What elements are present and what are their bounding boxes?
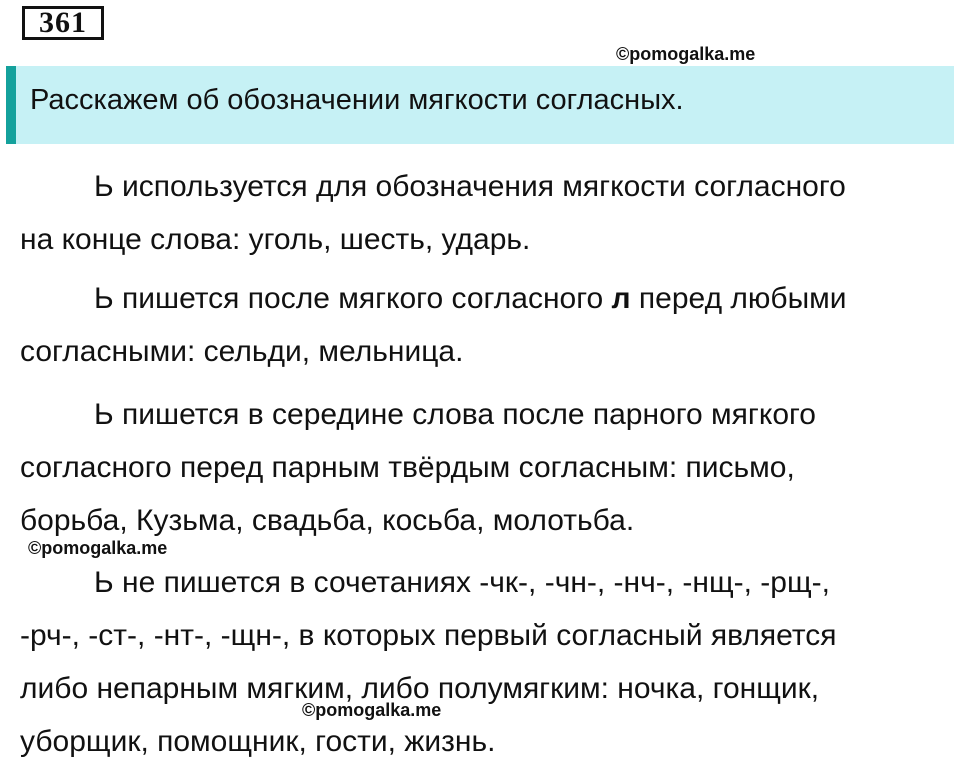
paragraph-2-bold-letter: л <box>611 282 631 315</box>
paragraph-1-line-1: Ь используется для обозначения мягкости согласного <box>94 170 846 203</box>
paragraph-3-line-1: Ь пишется в середине слова после парного мягкого <box>94 398 816 431</box>
task-number-box <box>22 6 104 40</box>
task-number: 361 <box>39 6 87 39</box>
paragraph-3-line-3: борьба, Кузьма, свадьба, косьба, молотьба. <box>20 504 635 537</box>
paragraph-4-line-3: либо непарным мягким, либо полумягким: ночка, гонщик, <box>20 672 820 705</box>
paragraph-2-text-after: перед любыми <box>630 282 847 315</box>
paragraph-4-line-4: уборщик, помощник, гости, жизнь. <box>20 725 496 758</box>
watermark-bottom: ©pomogalka.me <box>302 700 442 720</box>
paragraph-1 <box>20 160 945 266</box>
watermark-top: ©pomogalka.me <box>616 44 756 64</box>
paragraph-1-line-2: на конце слова: уголь, шесть, ударь. <box>20 223 531 256</box>
paragraph-4-line-1: Ь не пишется в сочетаниях -чк-, -чн-, -нч-, -нщ-, -рщ-, <box>94 566 830 599</box>
paragraph-3-line-2: согласного перед парным твёрдым согласным: письмо, <box>20 451 795 484</box>
paragraph-2-line-1 <box>20 272 945 325</box>
title-banner <box>6 66 954 144</box>
watermark-middle: ©pomogalka.me <box>28 538 168 558</box>
paragraph-4-line-2: -рч-, -ст-, -нт-, -щн-, в которых первый согласный является <box>20 619 837 652</box>
paragraph-2-text-before: Ь пишется после мягкого согласного <box>94 282 612 315</box>
paragraph-4 <box>20 556 945 768</box>
section-title: Расскажем об обозначении мягкости согласных. <box>30 84 684 116</box>
paragraph-3 <box>20 388 945 547</box>
paragraph-2-line-2: согласными: сельди, мельница. <box>20 335 464 368</box>
paragraph-2 <box>20 272 945 378</box>
